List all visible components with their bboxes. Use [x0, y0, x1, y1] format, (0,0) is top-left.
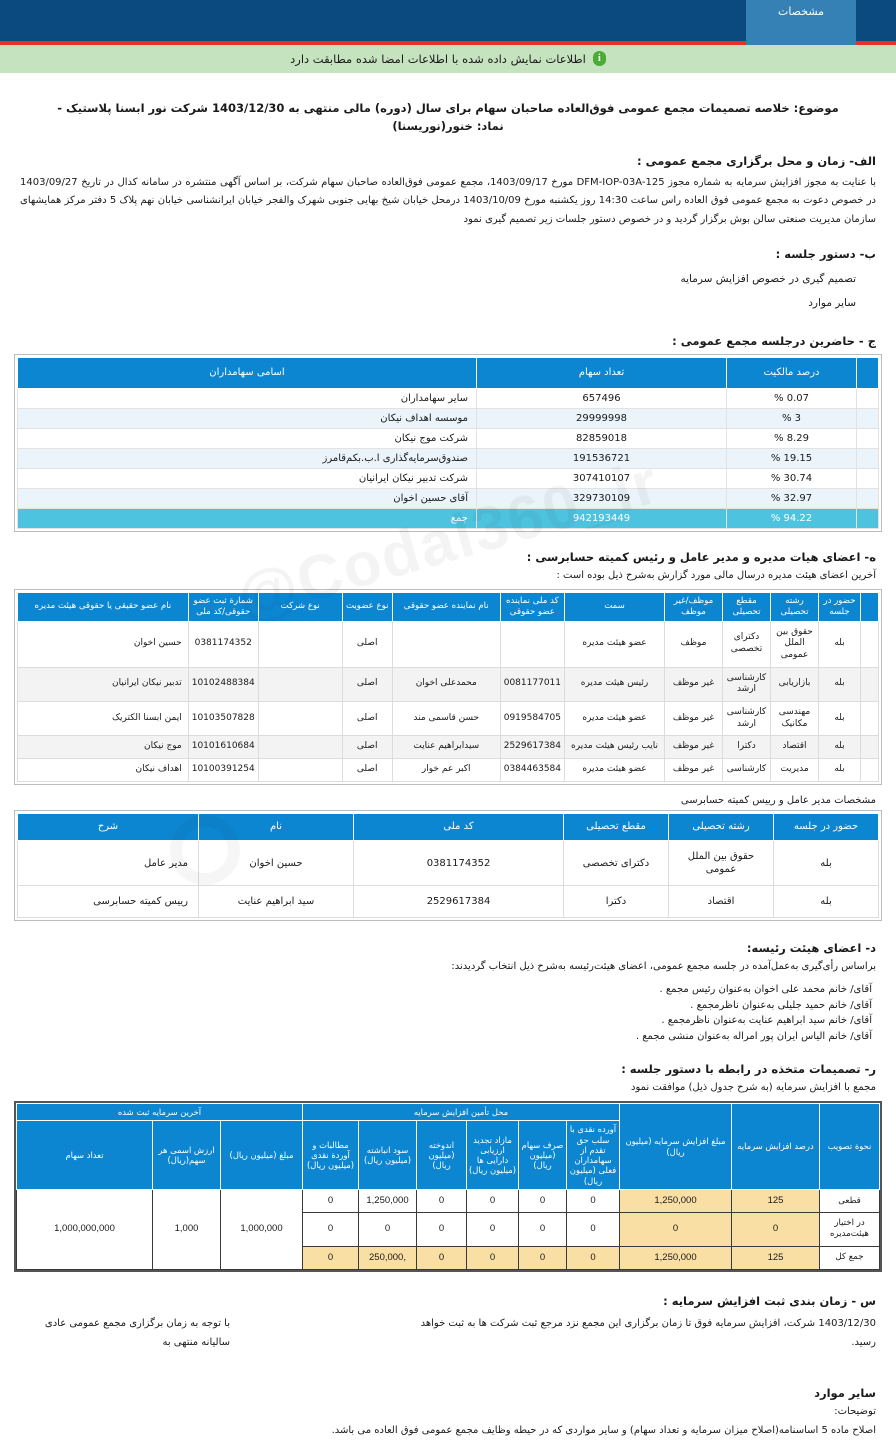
- section-other-title: سایر موارد: [814, 1386, 876, 1400]
- cell-total-percent: 94.22 %: [727, 509, 857, 529]
- cell-retained-earnings: 0: [359, 1213, 417, 1246]
- cell-study-field: حقوق بین الملل عمومی: [669, 841, 774, 886]
- capital-table-caption: مجمع با افزایش سرمایه (به شرح جدول ذیل) موافقت نمود: [631, 1082, 876, 1094]
- row-spacer: [861, 701, 879, 735]
- cell-claims-and-cash: 0: [303, 1189, 359, 1212]
- cell-name: موسسه اهداف نیکان: [18, 409, 477, 429]
- cell-degree: دکترا: [564, 886, 669, 918]
- table-row: [18, 841, 879, 886]
- col-spacer: [861, 593, 879, 621]
- cell-total-label: جمع: [18, 509, 477, 529]
- cell-registration-id: 0381174352: [188, 621, 258, 667]
- table-header-row: [18, 813, 879, 841]
- cell-increase-amount: 1,250,000: [620, 1246, 732, 1269]
- row-spacer: [857, 389, 879, 409]
- cell-shares-count: 1,000,000,000: [17, 1189, 153, 1269]
- section-d-subtitle: براساس رأی‌گیری به‌عمل‌آمده در جلسه مجمع عمومی، اعضای هیئت‌رئیسه به‌شرح ذیل انتخاب گردیدند:: [451, 961, 876, 973]
- col-study-field: رشته تحصیلی: [669, 813, 774, 841]
- cell-degree: کارشناسی ارشد: [723, 667, 771, 701]
- cell-rep-name: محمدعلی اخوان: [392, 667, 500, 701]
- col-rep-national-id: کد ملی نماینده عضو حقوقی: [500, 593, 564, 621]
- cell-cash-with-preemption: 0: [567, 1213, 620, 1246]
- cell-shares: 657496: [477, 389, 727, 409]
- col-claims-and-cash: مطالبات و آوردة نقدی (میلیون ریال): [303, 1121, 359, 1190]
- table-row: [18, 429, 879, 449]
- col-increase-amount: مبلغ افزایش سرمایه (میلیون ریال): [620, 1104, 732, 1190]
- cell-description: رییس کمیته حسابرسی: [18, 886, 199, 918]
- document-body: [0, 99, 896, 1440]
- cell-membership-type: اصلی: [342, 736, 392, 759]
- row-spacer: [857, 409, 879, 429]
- capital-increase-table-body: [17, 1189, 880, 1269]
- info-icon: i: [593, 51, 606, 66]
- cell-total-shares: 942193449: [477, 509, 727, 529]
- ceo-table-wrapper: [14, 810, 882, 922]
- cell-reserve: 0: [417, 1213, 467, 1246]
- cell-degree: دکترا: [723, 736, 771, 759]
- cell-revaluation-surplus: 0: [467, 1189, 519, 1212]
- cell-membership-type: اصلی: [342, 759, 392, 782]
- row-spacer: [857, 489, 879, 509]
- col-company-type: نوع شرکت: [258, 593, 342, 621]
- cell-percent: 30.74 %: [727, 469, 857, 489]
- section-r-title: ر- تصمیمات متخذه در رابطه با دستور جلسه :: [621, 1062, 876, 1077]
- col-member-name: نام عضو حقیقی یا حقوقی هیئت مدیره: [18, 593, 189, 621]
- cell-attendance: بله: [774, 841, 879, 886]
- col-study-field: رشته تحصیلی: [771, 593, 819, 621]
- cell-increase-percent: 125: [732, 1246, 820, 1269]
- table-row: [18, 667, 879, 701]
- col-position: سمت: [565, 593, 665, 621]
- cell-position: عضو هیئت مدیره: [565, 701, 665, 735]
- cell-shares: 329730109: [477, 489, 727, 509]
- section-h-subtitle: آخرین اعضای هیئت مدیره درسال مالی مورد گزارش به‌شرح ذیل بوده است :: [556, 570, 876, 582]
- cell-rep-national-id: 0384463584: [500, 759, 564, 782]
- cell-national-id: 2529617384: [354, 886, 564, 918]
- cell-attendance: بله: [819, 621, 861, 667]
- cell-claims-and-cash: 0: [303, 1246, 359, 1269]
- cell-increase-percent: 125: [732, 1189, 820, 1212]
- cell-rep-national-id: 2529617384: [500, 736, 564, 759]
- verification-notice: [0, 45, 896, 73]
- col-ownership-percent: درصد مالکیت: [727, 357, 857, 389]
- col-increase-percent: درصد افزایش سرمایه: [732, 1104, 820, 1190]
- cell-cash-with-preemption: 0: [567, 1246, 620, 1269]
- cell-member-name: تدبیر نیکان ایرانیان: [18, 667, 189, 701]
- row-spacer: [861, 621, 879, 667]
- cell-registration-id: 10103507828: [188, 701, 258, 735]
- section-b-title: ب- دستور جلسه :: [775, 247, 876, 262]
- cell-position: نایب رئیس هیئت مدیره: [565, 736, 665, 759]
- cell-study-field: اقتصاد: [669, 886, 774, 918]
- cell-degree: دکترای تخصصی: [564, 841, 669, 886]
- row-spacer: [861, 736, 879, 759]
- shareholders-table-wrapper: [14, 354, 882, 533]
- cell-shares: 307410107: [477, 469, 727, 489]
- table-row: [18, 409, 879, 429]
- cell-duty-status: غیر موظف: [665, 759, 723, 782]
- cell-registration-id: 10100391254: [188, 759, 258, 782]
- cell-increase-amount: 1,250,000: [620, 1189, 732, 1212]
- cell-percent: 3 %: [727, 409, 857, 429]
- row-spacer: [857, 429, 879, 449]
- capital-increase-table: [16, 1103, 880, 1270]
- cell-approval-type: جمع کل: [820, 1246, 880, 1269]
- cell-share-premium: 0: [519, 1189, 567, 1212]
- cell-duty-status: موظف: [665, 621, 723, 667]
- cell-attendance: بله: [774, 886, 879, 918]
- col-attendance: حضور در جلسه: [819, 593, 861, 621]
- cell-rep-national-id: [500, 621, 564, 667]
- cell-percent: 32.97 %: [727, 489, 857, 509]
- cell-position: عضو هیئت مدیره: [565, 621, 665, 667]
- table-row: [18, 701, 879, 735]
- col-cash-with-preemption: آورده نقدی با سلب حق تقدم از سهامداران فعلی (میلیون ریال): [567, 1121, 620, 1190]
- col-degree: مقطع تحصیلی: [564, 813, 669, 841]
- group-header-registered-capital: آخرین سرمایه ثبت شده: [17, 1104, 303, 1121]
- col-approval-type: نحوة تصویب: [820, 1104, 880, 1190]
- cell-increase-amount: 0: [620, 1213, 732, 1246]
- cell-revaluation-surplus: 0: [467, 1246, 519, 1269]
- section-other-label: توضیحات:: [834, 1406, 876, 1417]
- col-description: شرح: [18, 813, 199, 841]
- board-members-table: [17, 592, 879, 782]
- cell-company-type: [258, 701, 342, 735]
- cell-rep-name: حسن قاسمی مند: [392, 701, 500, 735]
- tab-specifications[interactable]: مشخصات: [746, 0, 856, 45]
- cell-nominal-value: 1,000: [153, 1189, 221, 1269]
- cell-degree: کارشناسی ارشد: [723, 701, 771, 735]
- cell-attendance: بله: [819, 701, 861, 735]
- table-header-row: [18, 593, 879, 621]
- cell-name: سایر سهامداران: [18, 389, 477, 409]
- capital-increase-table-wrapper: [14, 1101, 882, 1272]
- cell-revaluation-surplus: 0: [467, 1213, 519, 1246]
- cell-membership-type: اصلی: [342, 701, 392, 735]
- table-group-header-row: [17, 1104, 880, 1121]
- cell-shares: 82859018: [477, 429, 727, 449]
- col-registration-id: شمارة ثبت عضو حقوقی/کد ملی: [188, 593, 258, 621]
- cell-membership-type: اصلی: [342, 621, 392, 667]
- table-total-row: [18, 509, 879, 529]
- col-revaluation-surplus: مازاد تجدید ارزیابی دارایی ها (میلیون ریال): [467, 1121, 519, 1190]
- cell-reserve: 0: [417, 1246, 467, 1269]
- col-degree: مقطع تحصیلی: [723, 593, 771, 621]
- cell-study-field: بازاریابی: [771, 667, 819, 701]
- cell-study-field: اقتصاد: [771, 736, 819, 759]
- col-nominal-value: ارزش اسمی هر سهم(ریال): [153, 1121, 221, 1190]
- table-row: [18, 389, 879, 409]
- cell-percent: 19.15 %: [727, 449, 857, 469]
- cell-study-field: حقوق بین الملل عمومی: [771, 621, 819, 667]
- cell-company-type: [258, 621, 342, 667]
- presidium-item: آقای/ خانم حمید جلیلی به‌عنوان ناظرمجمع .: [690, 999, 872, 1011]
- cell-name: آقای حسین اخوان: [18, 489, 477, 509]
- shareholders-table: [17, 357, 879, 530]
- cell-name: شرکت تدبیر نیکان ایرانیان: [18, 469, 477, 489]
- table-row: [18, 449, 879, 469]
- presidium-item: آقای/ خانم الیاس ایران پور امراله به‌عنوان منشی مجمع .: [635, 1030, 872, 1042]
- agenda-item-1: تصمیم گیری در خصوص افزایش سرمایه: [680, 273, 856, 286]
- table-row: [18, 759, 879, 782]
- section-s-title: س - زمان بندی ثبت افزایش سرمایه :: [663, 1294, 876, 1308]
- cell-study-field: مدیریت: [771, 759, 819, 782]
- cell-registered-amount: 1,000,000: [221, 1189, 303, 1269]
- verification-notice-text: اطلاعات نمایش داده شده با اطلاعات امضا شده مطابقت دارد: [290, 51, 586, 66]
- col-duty-status: موظف/غیر موظف: [665, 593, 723, 621]
- col-person-name: نام: [199, 813, 354, 841]
- cell-shares: 191536721: [477, 449, 727, 469]
- group-header-funding-source: محل تأمین افزایش سرمایه: [303, 1104, 620, 1121]
- section-s-right-text: 1403/12/30 شرکت، افزایش سرمایه فوق تا زمان برگزاری این مجمع نزد مرجع ثبت شرکت ها به ثبت خواهد رسید.: [420, 1318, 876, 1348]
- cell-position: رئیس هیئت مدیره: [565, 667, 665, 701]
- section-h-title: ه- اعضای هیات مدیره و مدیر عامل و رئیس کمیته حسابرسی :: [526, 550, 876, 565]
- section-other-text: اصلاح ماده 5 اساسنامه(اصلاح میزان سرمایه و تعداد سهام) و سایر مواردی که در حیطه وظایف مجمع عمومی فوق العاده می باشد.: [331, 1425, 876, 1436]
- col-attendance: حضور در جلسه: [774, 813, 879, 841]
- cell-attendance: بله: [819, 736, 861, 759]
- cell-percent: 0.07 %: [727, 389, 857, 409]
- cell-description: مدیر عامل: [18, 841, 199, 886]
- cell-membership-type: اصلی: [342, 667, 392, 701]
- col-spacer: [857, 357, 879, 389]
- cell-rep-national-id: 0919584705: [500, 701, 564, 735]
- cell-attendance: بله: [819, 759, 861, 782]
- table-header-row: [18, 357, 879, 389]
- table-row: [18, 736, 879, 759]
- col-membership-type: نوع عضویت: [342, 593, 392, 621]
- table-row: [17, 1189, 880, 1212]
- cell-share-premium: 0: [519, 1213, 567, 1246]
- section-d-title: د- اعضای هیئت رئیسه:: [746, 941, 876, 956]
- col-rep-name: نام نماینده عضو حقوقی: [392, 593, 500, 621]
- section-c-title: ج - حاضرین درجلسه مجمع عمومی :: [672, 333, 876, 348]
- row-spacer: [861, 759, 879, 782]
- row-spacer: [857, 469, 879, 489]
- cell-name: صندوق‌سرمایه‌گذاری ا.ب.بکم‌قامرز: [18, 449, 477, 469]
- cell-duty-status: غیر موظف: [665, 701, 723, 735]
- presidium-item: آقای/ خانم سید ابراهیم عنایت به‌عنوان ناظرمجمع .: [661, 1015, 872, 1027]
- cell-member-name: موج نیکان: [18, 736, 189, 759]
- section-s-body: [14, 1314, 882, 1352]
- ceo-audit-table: [17, 813, 879, 919]
- cell-member-name: ایمن ابسنا الکتریک: [18, 701, 189, 735]
- cell-registration-id: 10102488384: [188, 667, 258, 701]
- col-national-id: کد ملی: [354, 813, 564, 841]
- cell-approval-type: در اختیار هیئت‌مدیره: [820, 1213, 880, 1246]
- table-row: [18, 489, 879, 509]
- cell-share-premium: 0: [519, 1246, 567, 1269]
- cell-increase-percent: 0: [732, 1213, 820, 1246]
- col-shares-count: تعداد سهام: [17, 1121, 153, 1190]
- cell-rep-name: سیدابراهیم عنایت: [392, 736, 500, 759]
- cell-company-type: [258, 759, 342, 782]
- cell-position: عضو هیئت مدیره: [565, 759, 665, 782]
- ceo-audit-table-body: [18, 841, 879, 918]
- col-registered-amount: مبلغ (میلیون ریال): [221, 1121, 303, 1190]
- col-share-premium: صرف سهام (میلیون ریال): [519, 1121, 567, 1190]
- cell-claims-and-cash: 0: [303, 1213, 359, 1246]
- col-retained-earnings: سود انباشته (میلیون ریال): [359, 1121, 417, 1190]
- section-a-paragraph: با عنایت به مجوز افزایش سرمایه به شماره مجوز DFM-IOP-03A-125 مورخ 1403/09/17، مجمع عمومی فوق‌العاده صاحبان سهام شرکت، بر اساس آگهی منتشره در سامانه کدال در تاریخ 1403/09/27 در خصوص دعوت به مجمع عمومی فوق العاده راس ساعت 14:30 روز یکشنبه مورخ 1403/10/09 درمحل خیابان شیخ بهایی جنوبی شهرک والفجر خیابان ایرانشناسی خیابان نهم پلاک 5 دفتر مرکز همایشهای سازمان مدیریت صنعتی سالن بوش برگزار گردید و در خصوص دستور جلسات زیر تصمیم گیری نمود: [20, 176, 877, 225]
- cell-degree: کارشناسی: [723, 759, 771, 782]
- cell-company-type: [258, 667, 342, 701]
- cell-attendance: بله: [819, 667, 861, 701]
- cell-member-name: اهداف نیکان: [18, 759, 189, 782]
- section-a-title: الف- زمان و محل برگزاری مجمع عمومی :: [637, 153, 876, 168]
- cell-person-name: سید ابراهیم عنایت: [199, 886, 354, 918]
- board-members-table-body: [18, 621, 879, 781]
- cell-duty-status: غیر موظف: [665, 736, 723, 759]
- cell-registration-id: 10101610684: [188, 736, 258, 759]
- cell-rep-name: [392, 621, 500, 667]
- cell-retained-earnings: ,250,000: [359, 1246, 417, 1269]
- shareholders-table-body: [18, 389, 879, 529]
- cell-retained-earnings: 1,250,000: [359, 1189, 417, 1212]
- ceo-table-caption: مشخصات مدیر عامل و رییس کمیته حسابرسی: [680, 794, 876, 806]
- row-spacer: [857, 449, 879, 469]
- cell-approval-type: قطعی: [820, 1189, 880, 1212]
- cell-company-type: [258, 736, 342, 759]
- row-spacer: [861, 667, 879, 701]
- cell-degree: دکترای تخصصی: [723, 621, 771, 667]
- board-table-wrapper: [14, 589, 882, 785]
- table-row: [18, 621, 879, 667]
- row-spacer: [857, 509, 879, 529]
- cell-rep-name: اکبر عم خوار: [392, 759, 500, 782]
- table-row: [18, 886, 879, 918]
- cell-rep-national-id: 0081177011: [500, 667, 564, 701]
- presidium-members-list: [14, 982, 882, 1044]
- agenda-item-2: سایر موارد: [808, 297, 856, 310]
- table-row: [18, 469, 879, 489]
- cell-shares: 29999998: [477, 409, 727, 429]
- cell-national-id: 0381174352: [354, 841, 564, 886]
- cell-percent: 8.29 %: [727, 429, 857, 449]
- col-reserve: اندوخته (میلیون ریال): [417, 1121, 467, 1190]
- col-shareholder-name: اسامی سهامداران: [18, 357, 477, 389]
- presidium-item: آقای/ خانم محمد علی اخوان به‌عنوان رئیس مجمع .: [659, 984, 872, 996]
- cell-duty-status: غیر موظف: [665, 667, 723, 701]
- cell-member-name: حسین اخوان: [18, 621, 189, 667]
- cell-reserve: 0: [417, 1189, 467, 1212]
- app-header-bar: [0, 0, 896, 45]
- cell-cash-with-preemption: 0: [567, 1189, 620, 1212]
- cell-name: شرکت موج نیکان: [18, 429, 477, 449]
- section-s-left-text: با توجه به زمان برگزاری مجمع عمومی عادی سالیانه منتهی به: [44, 1318, 230, 1348]
- col-share-count: تعداد سهام: [477, 357, 727, 389]
- cell-study-field: مهندسی مکانیک: [771, 701, 819, 735]
- cell-person-name: حسین اخوان: [199, 841, 354, 886]
- document-subject: موضوع: خلاصه تصمیمات مجمع عمومی فوق‌العاده صاحبان سهام برای سال (دوره) مالی منتهی به 1403/12/30 شرکت نور ابسنا پلاستیک - نماد: خنور(نوریسنا): [57, 101, 839, 134]
